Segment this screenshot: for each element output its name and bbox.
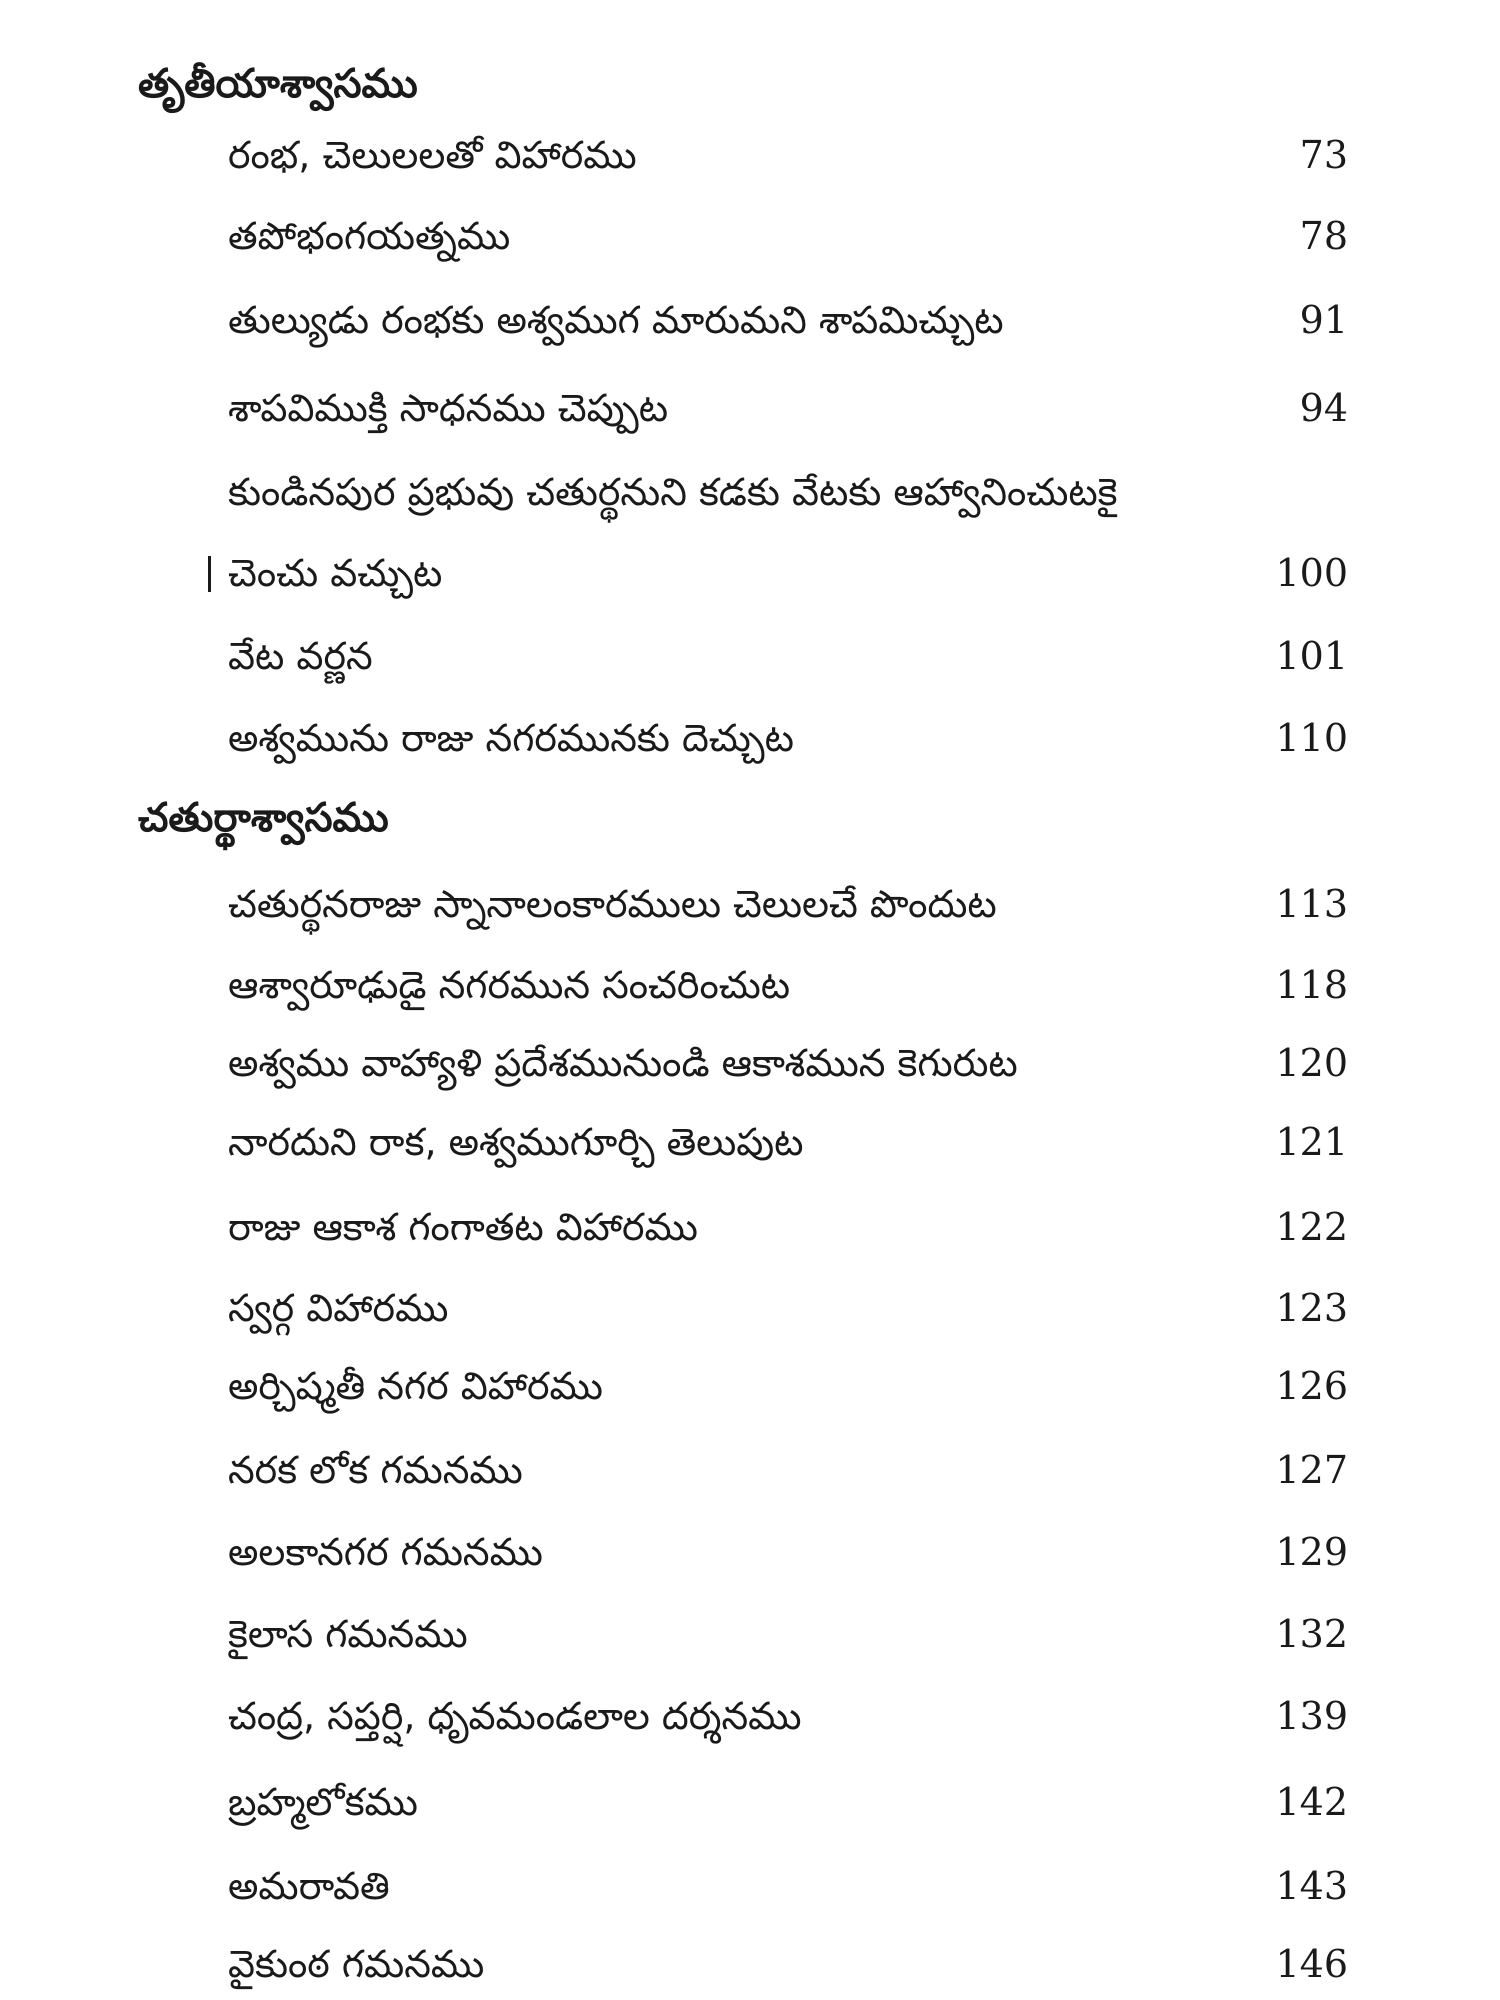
toc-entry: [228, 1686, 1348, 1746]
toc-entry-page: 126: [1275, 1364, 1348, 1408]
toc-entry-title: రాజు ఆకాశ గంగాతట విహారము: [228, 1205, 698, 1249]
toc-entry-title: చతుర్థనరాజు స్నానాలంకారములు చెలులచే పొందుట: [228, 882, 997, 926]
toc-entry: [228, 1278, 1348, 1338]
toc-entry-page: 146: [1275, 1942, 1348, 1986]
toc-entry: [228, 1440, 1348, 1500]
toc-entry-title: బ్రహ్మలోకము: [228, 1780, 418, 1824]
toc-entry-title: అలకానగర గమనము: [228, 1530, 543, 1574]
toc-entry-title: వైకుంఠ గమనము: [228, 1942, 485, 1986]
toc-entry-title: ఆశ్వారూఢుడై నగరమున సంచరించుట: [228, 963, 791, 1007]
toc-entry-title: అశ్వమును రాజు నగరమునకు దెచ్చుట: [228, 716, 794, 760]
toc-entry-page: 120: [1275, 1041, 1348, 1085]
toc-entry-page: 101: [1275, 634, 1348, 678]
toc-entry-page: 121: [1275, 1120, 1348, 1164]
toc-entry-title: స్వర్గ విహారము: [228, 1286, 449, 1330]
toc-entry-title: వేట వర్ణన: [228, 634, 373, 678]
toc-entry: [228, 1604, 1348, 1664]
toc-entry-title: కైలాస గమనము: [228, 1612, 468, 1656]
toc-entry: [228, 1112, 1348, 1172]
toc-entry-title: చెంచు వచ్చుట: [228, 551, 443, 595]
toc-entry-page: 123: [1275, 1286, 1348, 1330]
margin-marker: [208, 556, 211, 592]
toc-entry-title: నరక లోక గమనము: [228, 1448, 523, 1492]
toc-entry-title: అమరావతి: [228, 1864, 390, 1908]
toc-entry: [228, 206, 1348, 266]
toc-entry: [228, 1772, 1348, 1832]
toc-entry-page: 127: [1275, 1448, 1348, 1492]
toc-entry-page: 100: [1275, 551, 1348, 595]
toc-entry-page: 139: [1275, 1694, 1348, 1738]
toc-entry: [228, 1934, 1348, 1994]
toc-entry-title: కుండినపుర ప్రభువు చతుర్థనుని కడకు వేటకు ఆహ్వానించుటకై: [228, 470, 1118, 514]
toc-entry-title: నారదుని రాక, అశ్వముగూర్చి తెలుపుట: [228, 1120, 804, 1164]
toc-entry-page: 132: [1275, 1612, 1348, 1656]
toc-entry-page: 129: [1275, 1530, 1348, 1574]
toc-entry-title: రంభ, చెలులలతో విహారము: [228, 133, 637, 177]
toc-entry: [228, 626, 1348, 686]
toc-entry: [228, 462, 1348, 522]
toc-entry-page: 122: [1275, 1205, 1348, 1249]
toc-entry-page: 118: [1275, 963, 1348, 1007]
toc-entry: [228, 708, 1348, 768]
toc-entry-title: అశ్వము వాహ్యాళి ప్రదేశమునుండి ఆకాశమున కెగురుట: [228, 1041, 1018, 1085]
toc-entry: [228, 290, 1348, 350]
toc-entry-page: 73: [1299, 133, 1348, 177]
toc-entry-page: 91: [1299, 298, 1348, 342]
toc-entry-page: 78: [1299, 214, 1348, 258]
toc-entry: [228, 1197, 1348, 1257]
toc-entry: [228, 543, 1348, 603]
toc-entry-title: తుల్యుడు రంభకు అశ్వముగ మారుమని శాపమిచ్చుట: [228, 298, 1004, 342]
toc-entry: [228, 1522, 1348, 1582]
toc-entry: [228, 125, 1348, 185]
section-heading: తృతీయాశ్వాసము: [138, 61, 418, 107]
toc-entry-title: అర్చిష్మతీ నగర విహారము: [228, 1364, 603, 1408]
toc-entry: [228, 378, 1348, 438]
toc-entry: [228, 955, 1348, 1015]
section-heading: చతుర్థాశ్వాసము: [138, 795, 389, 841]
toc-entry-page: 94: [1299, 386, 1348, 430]
toc-entry-title: శాపవిముక్తి సాధనము చెప్పుట: [228, 386, 669, 430]
toc-entry-page: 113: [1275, 882, 1348, 926]
toc-entry-title: తపోభంగయత్నము: [228, 214, 511, 258]
toc-entry-page: 110: [1275, 716, 1348, 760]
toc-entry-page: 143: [1275, 1864, 1348, 1908]
toc-entry-page: 142: [1275, 1780, 1348, 1824]
toc-entry: [228, 1356, 1348, 1416]
toc-entry-title: చంద్ర, సప్తర్షి, ధృవమండలాల దర్శనము: [228, 1694, 802, 1738]
toc-entry: [228, 1856, 1348, 1916]
toc-entry: [228, 1033, 1348, 1093]
toc-entry: [228, 874, 1348, 934]
